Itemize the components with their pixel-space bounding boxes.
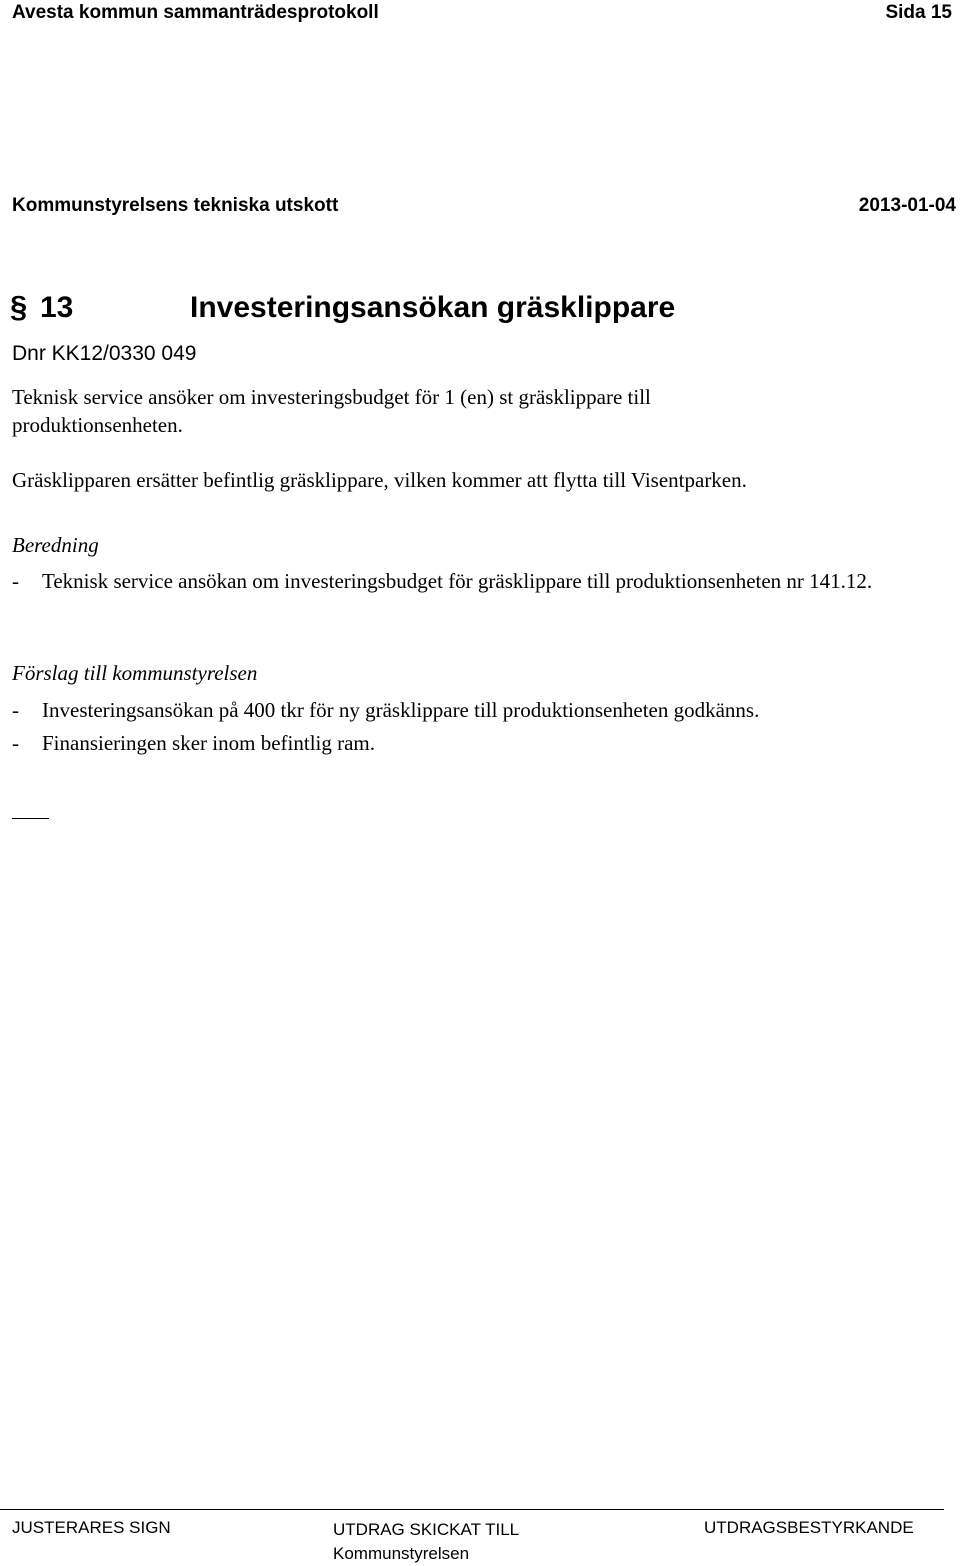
forslag-item-text: Investeringsansökan på 400 tkr för ny gräsklippare till produktionsenheten godkänns. <box>42 698 760 722</box>
forslag-list-item <box>12 696 759 724</box>
list-dash: - <box>12 698 19 722</box>
section-number: 13 <box>40 291 74 324</box>
document-title: Avesta kommun sammanträdesprotokoll <box>12 2 379 23</box>
page-number: Sida 15 <box>885 2 952 23</box>
beredning-list-item <box>12 567 952 595</box>
footer-divider <box>0 1509 944 1510</box>
footer-sent-label: UTDRAG SKICKAT TILL <box>333 1520 520 1539</box>
committee-name: Kommunstyrelsens tekniska utskott <box>12 195 339 216</box>
footer-signature-label: JUSTERARES SIGN <box>12 1518 171 1537</box>
list-dash: - <box>12 731 19 755</box>
section-end-rule <box>12 818 49 819</box>
forslag-list-item <box>12 729 375 757</box>
meeting-date: 2013-01-04 <box>858 195 956 216</box>
list-dash: - <box>12 569 19 593</box>
forslag-item-text: Finansieringen sker inom befintlig ram. <box>42 731 376 755</box>
beredning-heading: Beredning <box>12 533 99 557</box>
body-paragraph-request: Teknisk service ansöker om investeringsbudget för 1 (en) st gräsklippare till produktionsenheten. <box>12 385 651 437</box>
case-number: Dnr KK12/0330 049 <box>12 342 197 365</box>
footer-verification-label: UTDRAGSBESTYRKANDE <box>704 1518 914 1537</box>
footer-sent-recipient: Kommunstyrelsen <box>333 1544 470 1563</box>
section-title: Investeringsansökan gräsklippare <box>190 291 676 324</box>
body-paragraph-replacement: Gräsklipparen ersätter befintlig gräsklippare, vilken kommer att flytta till Visentparken. <box>12 468 747 492</box>
forslag-heading: Förslag till kommunstyrelsen <box>12 661 258 685</box>
beredning-item-text: Teknisk service ansökan om investeringsbudget för gräsklippare till produktionsenheten nr 141.12. <box>42 569 873 593</box>
footer-sent-to <box>333 1518 519 1566</box>
section-symbol: § <box>10 289 28 324</box>
